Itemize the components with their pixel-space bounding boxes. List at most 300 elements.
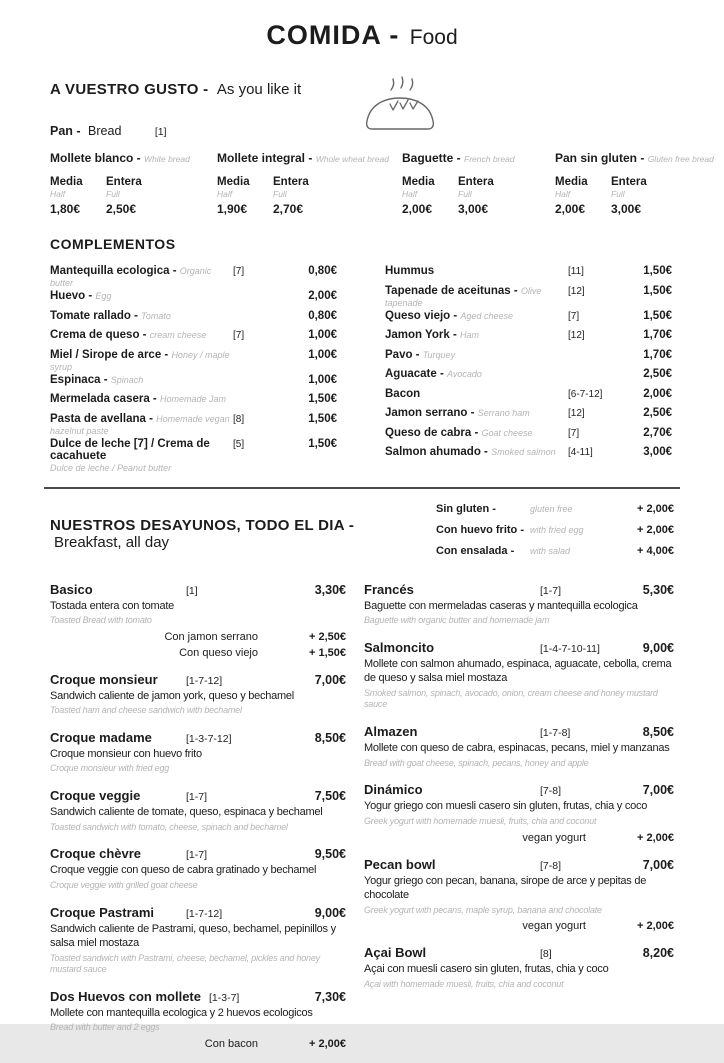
menu-item-name: Pecan bowl bbox=[364, 857, 540, 872]
menu-item-head bbox=[364, 782, 674, 797]
addon-price: + 2,00€ bbox=[620, 920, 674, 932]
allergen-tag: [8] bbox=[233, 414, 287, 425]
complement-name-en: Avocado bbox=[447, 369, 482, 379]
menu-item-head bbox=[50, 672, 346, 687]
complement-row bbox=[50, 349, 337, 374]
extra-option-row bbox=[436, 524, 674, 545]
menu-item-description-es: Yogur griego con pecan, banana, sirope de arce y pepitas de chocolate bbox=[364, 874, 674, 903]
addon-row bbox=[364, 920, 674, 932]
complement-name bbox=[50, 290, 233, 303]
allergen-tag: [11] bbox=[568, 266, 622, 277]
menu-item-description-en: Baguette with organic butter and homemade jam bbox=[364, 615, 674, 627]
allergen-tag: [7] bbox=[233, 266, 287, 277]
size-label-entera: Entera bbox=[273, 176, 329, 188]
complement-name-en: Tomato bbox=[141, 311, 171, 321]
complement-row bbox=[385, 427, 672, 447]
allergen-tag: [6-7-12] bbox=[568, 389, 622, 400]
menu-item-price: 5,30€ bbox=[643, 583, 674, 597]
complement-name-es: Dulce de leche [7] / Crema de cacahuete bbox=[50, 438, 210, 462]
section-heading-complementos: COMPLEMENTOS bbox=[50, 236, 674, 252]
allergen-tag: [7] bbox=[568, 311, 622, 322]
bread-sizes bbox=[402, 176, 555, 216]
page-title-en: Food bbox=[410, 26, 458, 49]
addon-label: Con jamon serrano bbox=[164, 631, 258, 643]
complement-name bbox=[50, 329, 233, 342]
complement-columns bbox=[50, 265, 674, 473]
menu-item-description-es: Mollete con mantequilla ecologica y 2 huevos ecologicos bbox=[50, 1006, 346, 1021]
allergen-tag: [7] bbox=[233, 330, 287, 341]
complement-name bbox=[50, 265, 233, 290]
extra-price: + 4,00€ bbox=[637, 545, 674, 557]
complement-name-es: Jamon serrano - bbox=[385, 407, 474, 419]
addon-row bbox=[50, 647, 346, 659]
allergen-tag: [1-4-7-10-11] bbox=[540, 643, 643, 655]
pan-label-es: Pan - bbox=[50, 124, 81, 138]
menu-item-description-es: Croque monsieur con huevo frito bbox=[50, 747, 346, 762]
menu-item-description-es: Sandwich caliente de Pastrami, queso, bechamel, pepinillos y salsa miel mostaza bbox=[50, 922, 346, 951]
menu-item-name: Almazen bbox=[364, 724, 540, 739]
extra-option-row bbox=[436, 503, 674, 524]
extra-label-es: Con ensalada - bbox=[436, 545, 530, 557]
complement-name bbox=[50, 349, 233, 374]
allergen-tag: [7] bbox=[568, 428, 622, 439]
complement-name-es: Crema de queso - bbox=[50, 329, 147, 341]
menu-item-description-en: Greek yogurt with pecans, maple syrup, banana and chocolate bbox=[364, 905, 674, 917]
complement-name-en: cream cheese bbox=[150, 330, 207, 340]
menu-item bbox=[50, 989, 346, 1050]
menu-item bbox=[364, 582, 674, 627]
complement-row bbox=[50, 265, 337, 290]
complement-name-es: Aguacate - bbox=[385, 368, 444, 380]
pan-label-en: Bread bbox=[88, 124, 121, 138]
menu-item-price: 8,50€ bbox=[643, 725, 674, 739]
menu-item-price: 7,50€ bbox=[315, 789, 346, 803]
allergen-tag: [5] bbox=[233, 439, 287, 450]
bread-columns bbox=[50, 151, 674, 216]
item-addons bbox=[50, 631, 346, 659]
extra-label-en: with fried egg bbox=[530, 525, 637, 535]
bread-name-en: French bread bbox=[464, 154, 515, 164]
bread-column bbox=[555, 151, 674, 216]
allergen-tag: [1-7-8] bbox=[540, 727, 643, 739]
menu-item-head bbox=[50, 788, 346, 803]
allergen-tag: [4-11] bbox=[568, 447, 622, 458]
complement-name-es: Hummus bbox=[385, 265, 434, 277]
bread-name-en: Gluten free bread bbox=[648, 154, 714, 164]
menu-item-description-es: Croque veggie con queso de cabra gratinado y bechamel bbox=[50, 863, 346, 878]
extra-price: + 2,00€ bbox=[637, 524, 674, 536]
complement-price: 1,50€ bbox=[622, 310, 672, 322]
bread-name-es: Baguette - bbox=[402, 151, 461, 165]
size-label-media: Media bbox=[402, 176, 458, 188]
size-label-full: Full bbox=[273, 189, 329, 199]
item-addons bbox=[364, 832, 674, 844]
bread-icon bbox=[358, 72, 442, 141]
menu-item-price: 9,50€ bbox=[315, 847, 346, 861]
page-title bbox=[50, 20, 674, 51]
complement-row bbox=[385, 310, 672, 330]
allergen-tag: [1] bbox=[155, 126, 167, 138]
complement-row bbox=[50, 393, 337, 413]
menu-item-name: Açai Bowl bbox=[364, 945, 540, 960]
addon-row bbox=[364, 832, 674, 844]
extra-option-row bbox=[436, 545, 674, 566]
menu-item-price: 7,00€ bbox=[643, 783, 674, 797]
extra-label-es: Sin gluten - bbox=[436, 503, 530, 515]
menu-item-name: Dos Huevos con mollete bbox=[50, 989, 209, 1004]
complement-price: 1,00€ bbox=[287, 374, 337, 386]
menu-item-description-es: Baguette con mermeladas caseras y mantequilla ecologica bbox=[364, 599, 674, 614]
price-full: 2,50€ bbox=[106, 202, 162, 216]
section-heading-en: Breakfast, all day bbox=[54, 534, 169, 551]
allergen-tag: [1-3-7] bbox=[209, 992, 315, 1004]
breakfast-header bbox=[50, 503, 674, 566]
allergen-tag: [1-7-12] bbox=[186, 908, 315, 920]
complement-name-es: Queso viejo - bbox=[385, 310, 457, 322]
addon-label: vegan yogurt bbox=[522, 920, 586, 932]
complement-name-en: Turquey bbox=[423, 350, 455, 360]
price-half: 1,80€ bbox=[50, 202, 106, 216]
size-label-entera: Entera bbox=[611, 176, 667, 188]
allergen-tag: [7-8] bbox=[540, 785, 643, 797]
menu-item-description-en: Toasted ham and cheese sandwich with bechamel bbox=[50, 705, 346, 717]
menu-item-description-en: Croque monsieur with fried egg bbox=[50, 763, 346, 775]
menu-item-description-es: Sandwich caliente de tomate, queso, espinaca y bechamel bbox=[50, 805, 346, 820]
menu-item-head bbox=[50, 730, 346, 745]
bread-column bbox=[50, 151, 217, 216]
allergen-tag: [1-7] bbox=[186, 791, 315, 803]
bread-name-es: Pan sin gluten - bbox=[555, 151, 644, 165]
complement-price: 2,00€ bbox=[287, 290, 337, 302]
complement-row bbox=[50, 290, 337, 310]
menu-item-head bbox=[50, 905, 346, 920]
bread-column bbox=[217, 151, 402, 216]
complement-column-right bbox=[385, 265, 672, 473]
extra-label-en: gluten free bbox=[530, 504, 637, 514]
complement-subtitle: Dulce de leche / Peanut butter bbox=[50, 463, 233, 473]
menu-item-name: Salmoncito bbox=[364, 640, 540, 655]
complement-row bbox=[50, 413, 337, 438]
complement-price: 1,00€ bbox=[287, 329, 337, 341]
menu-item-price: 7,00€ bbox=[643, 858, 674, 872]
menu-item-description-en: Toasted Bread with tomato bbox=[50, 615, 346, 627]
allergen-tag: [8] bbox=[540, 948, 643, 960]
bread-column bbox=[402, 151, 555, 216]
complement-name bbox=[385, 427, 568, 440]
section-heading-es: NUESTROS DESAYUNOS, TODO EL DIA - bbox=[50, 517, 354, 534]
menu-item bbox=[364, 640, 674, 711]
complement-price: 2,00€ bbox=[622, 388, 672, 400]
allergen-tag: [1] bbox=[186, 585, 315, 597]
menu-item-price: 8,20€ bbox=[643, 946, 674, 960]
bread-name bbox=[402, 151, 555, 165]
menu-item-price: 9,00€ bbox=[315, 906, 346, 920]
breakfast-columns bbox=[50, 582, 674, 1063]
extra-label-en: with salad bbox=[530, 546, 637, 556]
size-label-entera: Entera bbox=[458, 176, 514, 188]
section-heading-en: As you like it bbox=[217, 81, 301, 98]
complement-name bbox=[50, 374, 233, 387]
complement-price: 2,70€ bbox=[622, 427, 672, 439]
price-half: 1,90€ bbox=[217, 202, 273, 216]
menu-item-name: Croque monsieur bbox=[50, 672, 186, 687]
bread-name-es: Mollete integral - bbox=[217, 151, 312, 165]
bread-name-es: Mollete blanco - bbox=[50, 151, 141, 165]
complement-name-es: Bacon bbox=[385, 388, 420, 400]
size-label-half: Half bbox=[555, 189, 611, 199]
price-full: 2,70€ bbox=[273, 202, 329, 216]
price-full: 3,00€ bbox=[458, 202, 514, 216]
price-full: 3,00€ bbox=[611, 202, 667, 216]
allergen-tag: [12] bbox=[568, 408, 622, 419]
complement-name bbox=[50, 438, 233, 473]
complement-row bbox=[385, 265, 672, 285]
complement-price: 1,70€ bbox=[622, 329, 672, 341]
complement-price: 1,00€ bbox=[287, 349, 337, 361]
menu-item bbox=[50, 846, 346, 891]
menu-item-description-es: Yogur griego con muesli casero sin gluten, frutas, chia y coco bbox=[364, 799, 674, 814]
size-label-media: Media bbox=[217, 176, 273, 188]
complement-row bbox=[50, 438, 337, 473]
bread-name bbox=[50, 151, 217, 165]
item-addons bbox=[364, 920, 674, 932]
complement-name-en: Aged cheese bbox=[460, 311, 513, 321]
addon-row bbox=[50, 631, 346, 643]
menu-item-price: 9,00€ bbox=[643, 641, 674, 655]
complement-price: 1,50€ bbox=[622, 285, 672, 297]
allergen-tag: [1-7] bbox=[540, 585, 643, 597]
menu-item-head bbox=[50, 989, 346, 1004]
menu-item bbox=[364, 857, 674, 933]
allergen-tag: [12] bbox=[568, 286, 622, 297]
allergen-tag: [7-8] bbox=[540, 860, 643, 872]
section-heading-es: A VUESTRO GUSTO - bbox=[50, 81, 208, 98]
size-label-half: Half bbox=[217, 189, 273, 199]
price-half: 2,00€ bbox=[555, 202, 611, 216]
menu-item-head bbox=[364, 857, 674, 872]
menu-item-name: Basico bbox=[50, 582, 186, 597]
complement-name bbox=[50, 413, 233, 438]
menu-item-price: 3,30€ bbox=[315, 583, 346, 597]
complement-name bbox=[385, 349, 568, 362]
complement-row bbox=[385, 388, 672, 408]
complement-name bbox=[385, 446, 568, 459]
menu-item-name: Dinámico bbox=[364, 782, 540, 797]
addon-price: + 1,50€ bbox=[292, 647, 346, 659]
complement-name-en: Goat cheese bbox=[482, 428, 533, 438]
complement-name-es: Espinaca - bbox=[50, 374, 108, 386]
menu-item-name: Croque veggie bbox=[50, 788, 186, 803]
bread-sizes bbox=[555, 176, 674, 216]
menu-item-description-en: Greek yogurt with homemade muesli, fruits, chia and coconut bbox=[364, 816, 674, 828]
menu-item bbox=[364, 782, 674, 843]
menu-item-head bbox=[50, 582, 346, 597]
allergen-tag: [1-7] bbox=[186, 849, 315, 861]
item-addons bbox=[50, 1038, 346, 1050]
complement-name bbox=[385, 329, 568, 342]
complement-name-es: Pasta de avellana - bbox=[50, 413, 153, 425]
complement-price: 1,50€ bbox=[622, 265, 672, 277]
addon-label: Con bacon bbox=[205, 1038, 258, 1050]
size-label-half: Half bbox=[50, 189, 106, 199]
complement-price: 2,50€ bbox=[622, 407, 672, 419]
complement-price: 3,00€ bbox=[622, 446, 672, 458]
complement-row bbox=[385, 407, 672, 427]
allergen-tag: [12] bbox=[568, 330, 622, 341]
complement-name-es: Queso de cabra - bbox=[385, 427, 478, 439]
complement-name-en: Honey / maple syrup bbox=[50, 350, 229, 372]
menu-item-head bbox=[364, 945, 674, 960]
extra-options bbox=[436, 503, 674, 566]
menu-item-name: Croque madame bbox=[50, 730, 186, 745]
size-label-media: Media bbox=[555, 176, 611, 188]
extra-label-es: Con huevo frito - bbox=[436, 524, 530, 536]
menu-item-head bbox=[364, 640, 674, 655]
complement-name-es: Huevo - bbox=[50, 290, 92, 302]
menu-item-description-es: Açai con muesli casero sin gluten, frutas, chia y coco bbox=[364, 962, 674, 977]
section-divider bbox=[44, 487, 680, 489]
complement-name-es: Miel / Sirope de arce - bbox=[50, 349, 168, 361]
menu-item-head bbox=[364, 724, 674, 739]
complement-price: 0,80€ bbox=[287, 310, 337, 322]
menu-item bbox=[50, 788, 346, 833]
complement-name-en: Spinach bbox=[111, 375, 144, 385]
bread-name bbox=[217, 151, 402, 165]
complement-row bbox=[50, 374, 337, 394]
complement-name-es: Tomate rallado - bbox=[50, 310, 138, 322]
complement-row bbox=[385, 349, 672, 369]
size-label-full: Full bbox=[106, 189, 162, 199]
bread-sizes bbox=[50, 176, 217, 216]
complement-row bbox=[385, 446, 672, 466]
menu-item-name: Croque chèvre bbox=[50, 846, 186, 861]
menu-item-description-en: Croque veggie with grilled goat cheese bbox=[50, 880, 346, 892]
menu-item-description-es: Mollete con salmon ahumado, espinaca, aguacate, cebolla, crema de queso y salsa miel mostaza bbox=[364, 657, 674, 686]
complement-name bbox=[385, 407, 568, 420]
menu-item-price: 7,30€ bbox=[315, 990, 346, 1004]
menu-item-price: 8,50€ bbox=[315, 731, 346, 745]
addon-price: + 2,00€ bbox=[620, 832, 674, 844]
menu-item-description-en: Toasted sandwich with tomato, cheese, spinach and bechamel bbox=[50, 822, 346, 834]
complement-price: 1,50€ bbox=[287, 393, 337, 405]
bread-size-half bbox=[402, 176, 458, 216]
menu-item bbox=[50, 672, 346, 717]
bread-size-half bbox=[217, 176, 273, 216]
addon-price: + 2,50€ bbox=[292, 631, 346, 643]
size-label-half: Half bbox=[402, 189, 458, 199]
addon-label: vegan yogurt bbox=[522, 832, 586, 844]
menu-item-description-es: Sandwich caliente de jamon york, queso y bechamel bbox=[50, 689, 346, 704]
complement-name-es: Salmon ahumado - bbox=[385, 446, 488, 458]
complement-name bbox=[385, 285, 568, 310]
size-label-full: Full bbox=[611, 189, 667, 199]
complement-price: 1,70€ bbox=[622, 349, 672, 361]
complement-name-es: Pavo - bbox=[385, 349, 420, 361]
complement-name-es: Mantequilla ecologica - bbox=[50, 265, 177, 277]
bread-sizes bbox=[217, 176, 402, 216]
complement-name bbox=[385, 388, 568, 401]
breakfast-column-left bbox=[50, 582, 346, 1063]
complement-row bbox=[385, 285, 672, 310]
bread-name bbox=[555, 151, 674, 165]
page-title-es: COMIDA - bbox=[266, 20, 399, 50]
price-half: 2,00€ bbox=[402, 202, 458, 216]
complement-price: 0,80€ bbox=[287, 265, 337, 277]
menu-item-name: Francés bbox=[364, 582, 540, 597]
complement-name bbox=[385, 265, 568, 278]
section-heading-desayunos bbox=[50, 517, 436, 551]
bread-name-en: Whole wheat bread bbox=[316, 154, 389, 164]
complement-name-es: Tapenade de aceitunas - bbox=[385, 285, 518, 297]
menu-item-head bbox=[364, 582, 674, 597]
complement-row bbox=[50, 310, 337, 330]
complement-name-es: Mermelada casera - bbox=[50, 393, 157, 405]
complement-name-en: Egg bbox=[95, 291, 111, 301]
bread-size-half bbox=[50, 176, 106, 216]
complement-price: 1,50€ bbox=[287, 438, 337, 450]
addon-row bbox=[50, 1038, 346, 1050]
complement-name-en: Ham bbox=[460, 330, 479, 340]
bread-size-half bbox=[555, 176, 611, 216]
bread-size-full bbox=[273, 176, 329, 216]
complement-row bbox=[385, 368, 672, 388]
menu-item-description-es: Tostada entera con tomate bbox=[50, 599, 346, 614]
menu-item-description-en: Toasted sandwich with Pastrami, cheese, bechamel, pickles and honey mustard sauce bbox=[50, 953, 346, 976]
complement-name-en: Organic butter bbox=[50, 266, 211, 288]
menu-item bbox=[50, 730, 346, 775]
menu-item bbox=[364, 724, 674, 769]
size-label-full: Full bbox=[458, 189, 514, 199]
complement-name-en: Smoked salmon bbox=[491, 447, 556, 457]
complement-name-en: Olive tapenade bbox=[385, 286, 541, 308]
complement-row bbox=[385, 329, 672, 349]
complement-name bbox=[385, 368, 568, 381]
menu-item-description-es: Mollete con queso de cabra, espinacas, pecans, miel y manzanas bbox=[364, 741, 674, 756]
bread-size-full bbox=[611, 176, 667, 216]
complement-column-left bbox=[50, 265, 337, 473]
addon-price: + 2,00€ bbox=[292, 1038, 346, 1050]
menu-item bbox=[364, 945, 674, 990]
complement-row bbox=[50, 329, 337, 349]
complement-name bbox=[50, 393, 233, 406]
complement-name-en: Homemade Jam bbox=[160, 394, 226, 404]
menu-item-description-en: Bread with butter and 2 eggs bbox=[50, 1022, 346, 1034]
menu-item-description-en: Açai with homemade muesli, fruits, chia and coconut bbox=[364, 979, 674, 991]
complement-name bbox=[50, 310, 233, 323]
complement-name-es: Jamon York - bbox=[385, 329, 457, 341]
menu-item-description-en: Bread with goat cheese, spinach, pecans, honey and apple bbox=[364, 758, 674, 770]
complement-name-en: Homemade vegan hazelnut paste bbox=[50, 414, 230, 436]
menu-item-price: 7,00€ bbox=[315, 673, 346, 687]
extra-price: + 2,00€ bbox=[637, 503, 674, 515]
allergen-tag: [1-3-7-12] bbox=[186, 733, 315, 745]
breakfast-column-right bbox=[364, 582, 674, 1063]
menu-item-name: Croque Pastrami bbox=[50, 905, 186, 920]
size-label-entera: Entera bbox=[106, 176, 162, 188]
menu-item-description-en: Smoked salmon, spinach, avocado, onion, cream cheese and honey mustard sauce bbox=[364, 688, 674, 711]
complement-price: 1,50€ bbox=[287, 413, 337, 425]
allergen-tag: [1-7-12] bbox=[186, 675, 315, 687]
complement-name bbox=[385, 310, 568, 323]
menu-item bbox=[50, 905, 346, 976]
size-label-media: Media bbox=[50, 176, 106, 188]
bread-size-full bbox=[458, 176, 514, 216]
bread-size-full bbox=[106, 176, 162, 216]
bread-name-en: White bread bbox=[144, 154, 190, 164]
menu-item bbox=[50, 582, 346, 659]
menu-item-head bbox=[50, 846, 346, 861]
complement-name-en: Serrano ham bbox=[478, 408, 530, 418]
